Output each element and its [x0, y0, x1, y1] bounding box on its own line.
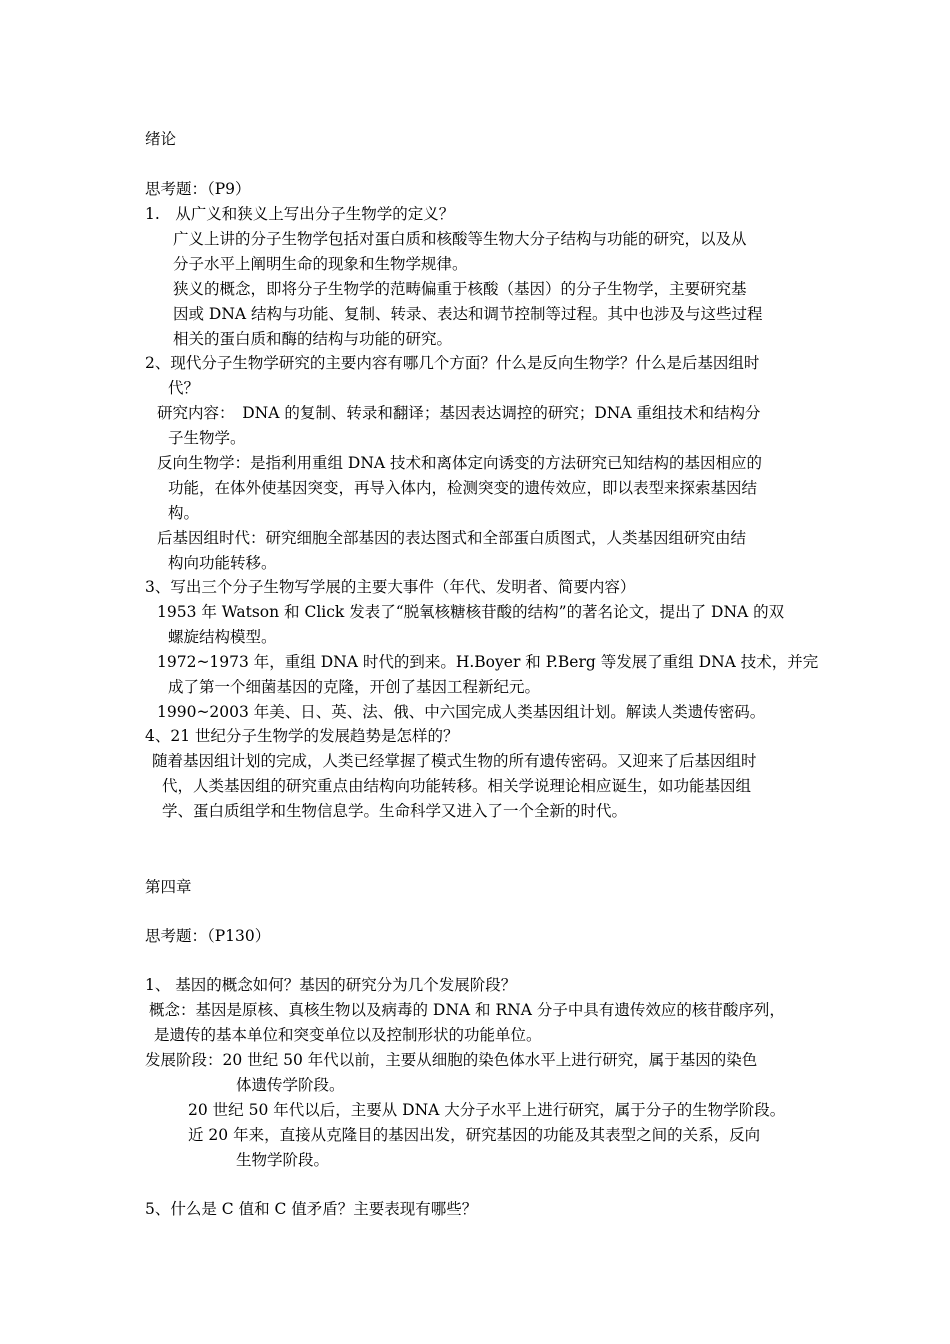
question-2-title: 2、现代分子生物学研究的主要内容有哪几个方面？什么是反向生物学？什么是后基因组时 — [145, 354, 760, 372]
answer-text: 成了第一个细菌基因的克隆，开创了基因工程新纪元。 — [168, 678, 541, 696]
question-4-title: 4、21 世纪分子生物学的发展趋势是怎样的？ — [145, 727, 459, 745]
answer-text: 近 20 年来，直接从克隆目的基因出发，研究基因的功能及其表型之间的关系，反向 — [188, 1126, 761, 1144]
section-heading-chapter4: 第四章 — [145, 878, 192, 896]
answer-text: 螺旋结构模型。 — [168, 628, 277, 646]
chapter4-question-5-title: 5、什么是 C 值和 C 值矛盾？主要表现有哪些？ — [145, 1200, 478, 1218]
answer-text: 子生物学。 — [168, 429, 246, 447]
section-heading-intro: 绪论 — [145, 130, 177, 148]
question-2-title-cont: 代？ — [168, 379, 200, 397]
chapter4-question-1-title: 1、 基因的概念如何？基因的研究分为几个发展阶段？ — [145, 976, 517, 994]
answer-text: 概念：基因是原核、真核生物以及病毒的 DNA 和 RNA 分子中具有遗传效应的核苷酸序列， — [149, 1001, 785, 1019]
answer-text: 分子水平上阐明生命的现象和生物学规律。 — [173, 255, 468, 273]
answer-text: 研究内容： DNA 的复制、转录和翻译；基因表达调控的研究；DNA 重组技术和结构分 — [157, 404, 761, 422]
answer-text: 是遗传的基本单位和突变单位以及控制形状的功能单位。 — [154, 1026, 542, 1044]
answer-text: 发展阶段：20 世纪 50 年代以前，主要从细胞的染色体水平上进行研究，属于基因的染色 — [145, 1051, 758, 1069]
answer-text: 1953 年 Watson 和 Click 发表了“脱氧核糖核苷酸的结构”的著名论文，提出了 DNA 的双 — [157, 603, 785, 621]
answer-text: 随着基因组计划的完成，人类已经掌握了模式生物的所有遗传密码。又迎来了后基因组时 — [152, 752, 757, 770]
answer-text: 狭义的概念，即将分子生物学的范畴偏重于核酸（基因）的分子生物学，主要研究基 — [173, 280, 747, 298]
answer-text: 体遗传学阶段。 — [236, 1076, 345, 1094]
question-3-title: 3、写出三个分子生物写学展的主要大事件（年代、发明者、简要内容） — [145, 578, 636, 596]
questions-label-intro: 思考题：（P9） — [145, 180, 251, 198]
answer-text: 广义上讲的分子生物学包括对蛋白质和核酸等生物大分子结构与功能的研究，以及从 — [173, 230, 747, 248]
questions-label-chapter4: 思考题：（P130） — [145, 927, 271, 945]
answer-text: 构向功能转移。 — [168, 554, 277, 572]
answer-text: 相关的蛋白质和酶的结构与功能的研究。 — [173, 330, 453, 348]
answer-text: 20 世纪 50 年代以后，主要从 DNA 大分子水平上进行研究，属于分子的生物学阶段。 — [188, 1101, 786, 1119]
answer-text: 代，人类基因组的研究重点由结构向功能转移。相关学说理论相应诞生，如功能基因组 — [162, 777, 752, 795]
answer-text: 生物学阶段。 — [236, 1151, 330, 1169]
answer-text: 构。 — [168, 504, 200, 522]
answer-text: 1990~2003 年美、日、英、法、俄、中六国完成人类基因组计划。解读人类遗传密码。 — [157, 703, 766, 721]
answer-text: 功能，在体外使基因突变，再导入体内，检测突变的遗传效应，即以表型来探索基因结 — [168, 479, 758, 497]
answer-text: 因或 DNA 结构与功能、复制、转录、表达和调节控制等过程。其中也涉及与这些过程 — [173, 305, 763, 323]
answer-text: 后基因组时代：研究细胞全部基因的表达图式和全部蛋白质图式，人类基因组研究由结 — [157, 529, 747, 547]
question-1-title: 1. 从广义和狭义上写出分子生物学的定义？ — [145, 205, 455, 223]
answer-text: 1972~1973 年，重组 DNA 时代的到来。H.Boyer 和 P.Berg 等发展了重组 DNA 技术，并完 — [157, 653, 819, 671]
answer-text: 反向生物学：是指利用重组 DNA 技术和离体定向诱变的方法研究已知结构的基因相应的 — [157, 454, 763, 472]
answer-text: 学、蛋白质组学和生物信息学。生命科学又进入了一个全新的时代。 — [162, 802, 628, 820]
